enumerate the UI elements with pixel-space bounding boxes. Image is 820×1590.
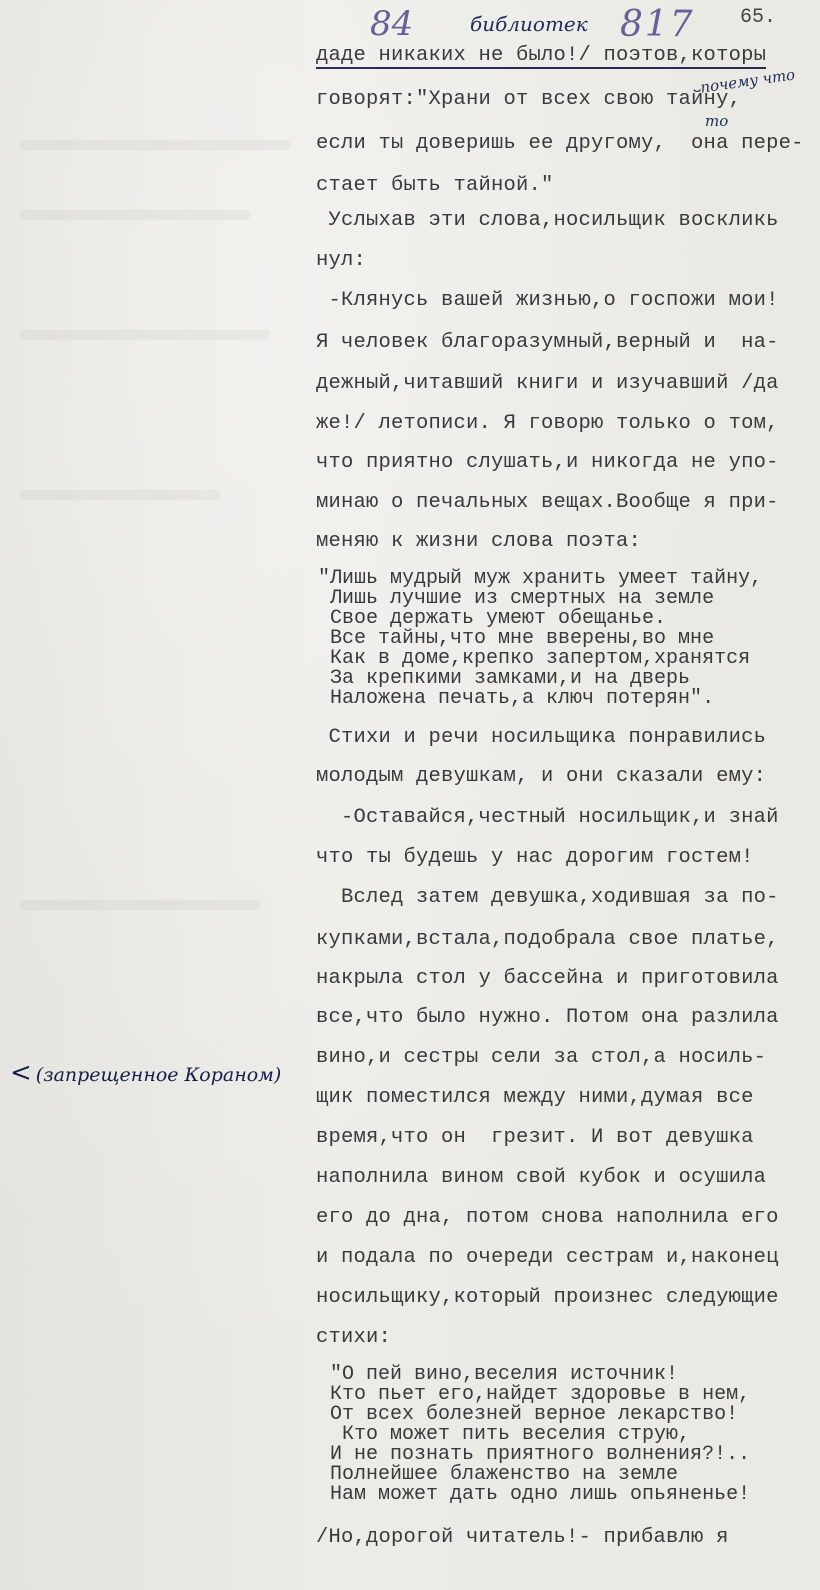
text-line: молодым девушкам, и они сказали ему: [316,765,767,788]
text-line: щик поместился между ними,думая все [316,1086,754,1109]
verse-line: Кто может пить веселия струю, [318,1423,691,1446]
text-line: время,что он грезит. И вот девушка [316,1126,754,1149]
verse-line: Свое держать умеют обещанье. [318,607,667,630]
text-line: дежный,читавший книги и изучавший /да [316,372,779,395]
page-number: 65. [740,6,777,29]
handwritten-word-top: библиотек [470,12,588,36]
handwritten-insertion-1: почему что [699,65,797,97]
text-line: Вслед затем девушка,ходившая за по- [316,886,779,909]
bleed-through-mark [20,330,270,340]
text-line: стает быть тайной." [316,174,554,197]
verse-line: Полнейшее блаженство на земле [318,1463,679,1486]
text-line: меняю к жизни слова поэта: [316,530,642,553]
verse-line: "О пей вино,веселия источник! [318,1363,679,1386]
verse-line: Кто пьет его,найдет здоровье в нем, [318,1383,751,1406]
text-line: и подала по очереди сестрам и,наконец [316,1246,779,1269]
text-line: вино,и сестры сели за стол,а носиль- [316,1046,767,1069]
text-line: все,что было нужно. Потом она разлила [316,1006,779,1029]
verse-line: За крепкими замками,и на дверь [318,667,691,690]
text-line: /Но,дорогой читатель!- прибавлю я [316,1526,729,1549]
text-line: минаю о печальных вещах.Вообще я при- [316,491,779,514]
text-line: -Клянусь вашей жизнью,о госпожи мои! [316,289,779,312]
verse-line: Как в доме,крепко запертом,хранятся [318,647,751,670]
margin-arrow-icon: < [10,1058,32,1088]
text-line: что ты будешь у нас дорогим гостем! [316,846,754,869]
bleed-through-mark [20,490,220,500]
text-line: даде никаких не было!/ поэтов,которы [316,44,767,67]
verse-line: Наложена печать,а ключ потерян". [318,687,715,710]
verse-line: Нам может дать одно лишь опьяненье! [318,1483,751,1506]
text-line: говорят:"Храни от всех свою тайну, [316,88,779,111]
handwritten-insertion-2: то [705,112,729,130]
handwritten-number-right: 817 [620,4,695,45]
text-line: носильщику,который произнес следующие [316,1286,779,1309]
margin-note [10,1058,281,1088]
text-line: накрыла стол у бассейна и приготовила [316,967,779,990]
verse-line: И не познать приятного волнения?!.. [318,1443,751,1466]
verse-line: Лишь лучшие из смертных на земле [318,587,715,610]
text-line: стихи: [316,1326,392,1349]
verse-line: "Лишь мудрый муж хранить умеет тайну, [318,567,763,590]
verse-line: Все тайны,что мне вверены,во мне [318,627,715,650]
text-line: если ты доверишь ее другому, она пере- [316,132,804,155]
bleed-through-mark [20,900,260,910]
bleed-through-mark [20,140,290,150]
text-line: Я человек благоразумный,верный и на- [316,331,779,354]
text-line: же!/ летописи. Я говорю только о том, [316,412,779,435]
text-line: -Оставайся,честный носильщик,и знай [316,806,779,829]
handwritten-number-left: 84 [370,4,414,44]
text-line: наполнила вином свой кубок и осушила [316,1166,767,1189]
text-line: нул: [316,249,367,272]
text-line: Услыхав эти слова,носильщик воскликь [316,209,779,232]
text-line: купками,встала,подобрала свое платье, [316,928,779,951]
verse-line: От всех болезней верное лекарство! [318,1403,739,1426]
text-line: его до дна, потом снова наполнила его [316,1206,779,1229]
text-line: Стихи и речи носильщика понравились [316,726,767,749]
margin-note-text: (запрещенное Кораном) [35,1064,282,1086]
bleed-through-mark [20,210,250,220]
text-line: что приятно слушать,и никогда не упо- [316,451,779,474]
